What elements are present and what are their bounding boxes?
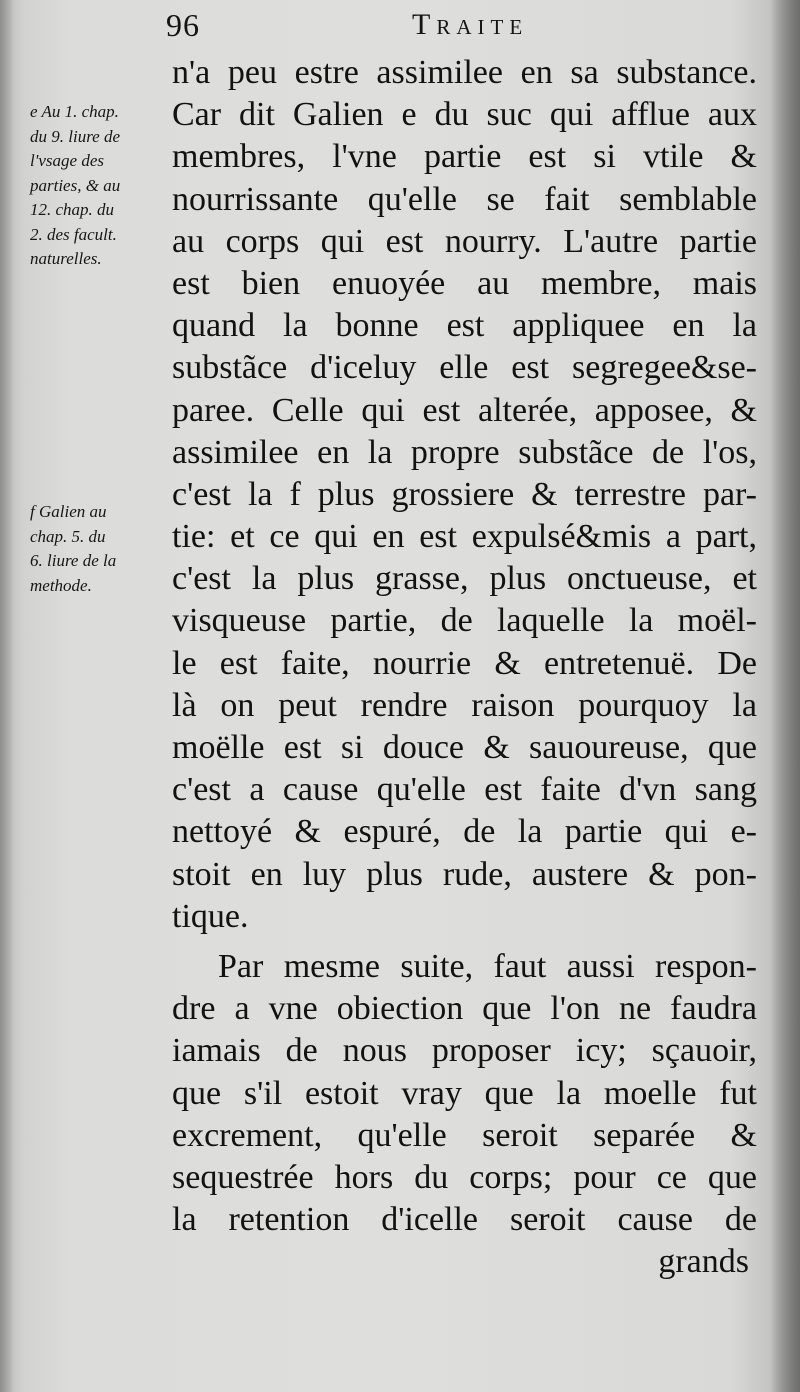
margin-note-line: methode.	[30, 575, 92, 595]
text-line: stoit en luy plus rude, austere & pon-	[172, 855, 757, 893]
text-line: substãce d'iceluy elle est segregee&se-	[172, 349, 757, 387]
text-line: la retention d'icelle seroit cause de	[172, 1201, 757, 1239]
margin-note-line: e Au 1. chap.	[30, 102, 119, 121]
text-line: nourrissante qu'elle se fait semblable	[172, 180, 757, 218]
margin-note-f	[30, 500, 170, 598]
text-line: iamais de nous proposer icy; sçauoir,	[172, 1032, 757, 1070]
text-line: que s'il estoit vray que la moelle fut	[172, 1074, 757, 1112]
text-line: tique.	[172, 897, 249, 935]
margin-note-e	[30, 100, 170, 272]
margin-note-line: naturelles.	[30, 249, 102, 268]
text-line: quand la bonne est appliquee en la	[172, 307, 757, 345]
text-line: dre a vne obiection que l'on ne faudra	[172, 990, 757, 1028]
text-line: le est faite, nourrie & entretenuë. De	[172, 644, 757, 682]
text-line: assimilee en la propre substãce de l'os,	[172, 433, 757, 471]
text-line: c'est la plus grasse, plus onctueuse, et	[172, 560, 757, 598]
margin-note-line: f Galien au	[30, 502, 107, 521]
text-line: c'est la f plus grossiere & terrestre par-	[172, 475, 757, 513]
text-line: là on peut rendre raison pourquoy la	[172, 686, 757, 724]
text-line: est bien enuoyée au membre, mais	[172, 264, 757, 302]
page-edge-shadow	[770, 0, 800, 1392]
paragraph-first-line: Par mesme suite, faut aussi respon-	[218, 947, 757, 985]
text-line: membres, l'vne partie est si vtile &	[172, 138, 757, 176]
text-line: visqueuse partie, de laquelle la moël-	[172, 602, 757, 640]
text-line: n'a peu estre assimilee en sa substance.	[172, 54, 757, 91]
text-line: tie: et ce qui en est expulsé&mis a part,	[172, 518, 757, 556]
page-number: 96	[166, 7, 200, 43]
margin-note-line: l'vsage des	[30, 151, 104, 170]
running-title: Traite	[412, 8, 529, 41]
margin-note-line: 2. des facult.	[30, 224, 117, 244]
text-line: c'est a cause qu'elle est faite d'vn sang	[172, 771, 757, 809]
text-line: excrement, qu'elle seroit separée &	[172, 1116, 757, 1154]
margin-note-line: 6. liure de la	[30, 551, 117, 570]
text-line: nettoyé & espuré, de la partie qui e-	[172, 813, 757, 851]
margin-note-line: 12. chap. du	[30, 200, 115, 219]
text-line: paree. Celle qui est alterée, apposee, &	[172, 391, 757, 429]
text-line: moëlle est si douce & sauoureuse, que	[172, 729, 757, 766]
page-gutter-shadow	[0, 0, 14, 1392]
main-text-block	[172, 52, 757, 1283]
margin-note-line: chap. 5. du	[30, 526, 106, 546]
text-line: sequestrée hors du corps; pour ce que	[172, 1158, 757, 1196]
text-line: au corps qui est nourry. L'autre partie	[172, 222, 757, 260]
catchword: grands	[658, 1243, 749, 1281]
margin-note-line: parties, & au	[30, 175, 121, 195]
margin-note-line: du 9. liure de	[30, 126, 121, 146]
text-line: Car dit Galien e du suc qui afflue aux	[172, 96, 757, 134]
